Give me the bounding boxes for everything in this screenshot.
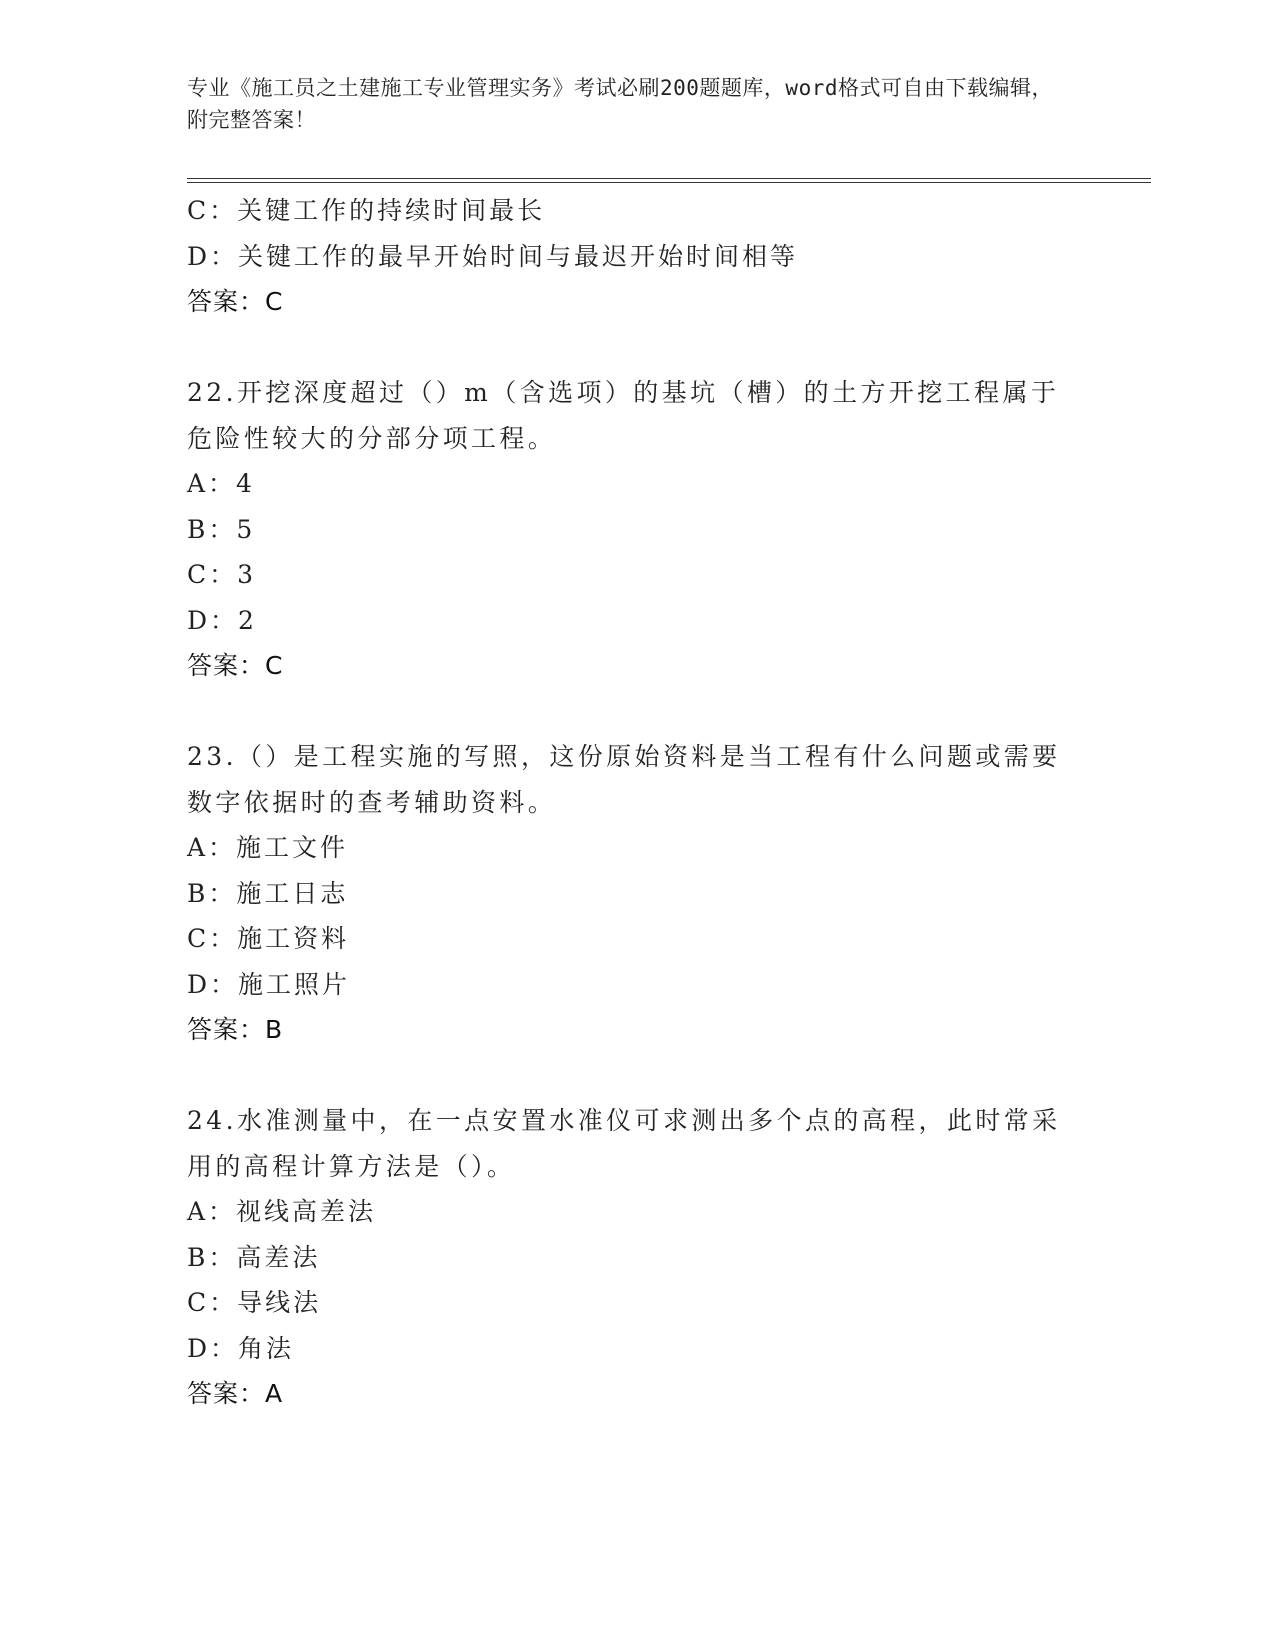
- option-b: B：5: [187, 514, 256, 544]
- option-a: A：4: [187, 469, 255, 498]
- question-text: 23.（）是工程实施的写照，这份原始资料是当工程有什么问题或需要数字依据时的查考辅助资料。: [187, 742, 1061, 817]
- question-text: 24.水准测量中，在一点安置水准仪可求测出多个点的高程，此时常采用的高程计算方法是（）。: [187, 1106, 1061, 1181]
- document-header: 专业《施工员之土建施工专业管理实务》考试必刷200题题库，word格式可自由下载编辑，附完整答案！: [187, 76, 1053, 132]
- question-21-continued: [187, 188, 1087, 325]
- option-c: C：3: [187, 560, 257, 589]
- option-d: D：关键工作的最早开始时间与最迟开始时间相等: [187, 241, 799, 271]
- spacer: [187, 689, 1087, 735]
- option-c: C：施工资料: [187, 924, 350, 953]
- option-d: D：施工照片: [187, 969, 351, 999]
- answer-label: 答案：C: [187, 287, 284, 316]
- question-24: [187, 1098, 1087, 1417]
- header-divider-bottom: [187, 182, 1151, 183]
- option-c: C：导线法: [187, 1288, 322, 1317]
- question-text: 22.开挖深度超过（）m（含选项）的基坑（槽）的土方开挖工程属于危险性较大的分部分项工程。: [187, 378, 1060, 453]
- option-c: C：关键工作的持续时间最长: [187, 196, 546, 225]
- question-content: [187, 188, 1087, 1417]
- option-b: B：高差法: [187, 1242, 321, 1272]
- option-a: A：视线高差法: [187, 1197, 377, 1226]
- answer-label: 答案：A: [187, 1379, 284, 1408]
- question-23: [187, 734, 1087, 1053]
- answer-label: 答案：B: [187, 1015, 284, 1044]
- header-divider-top: [187, 178, 1151, 179]
- question-22: [187, 370, 1087, 689]
- option-d: D：2: [187, 605, 257, 635]
- document-page: [187, 0, 1147, 1650]
- spacer: [187, 1053, 1087, 1099]
- answer-label: 答案：C: [187, 651, 284, 680]
- option-d: D：角法: [187, 1333, 295, 1363]
- option-a: A：施工文件: [187, 833, 349, 862]
- option-b: B：施工日志: [187, 878, 349, 908]
- spacer: [187, 325, 1087, 371]
